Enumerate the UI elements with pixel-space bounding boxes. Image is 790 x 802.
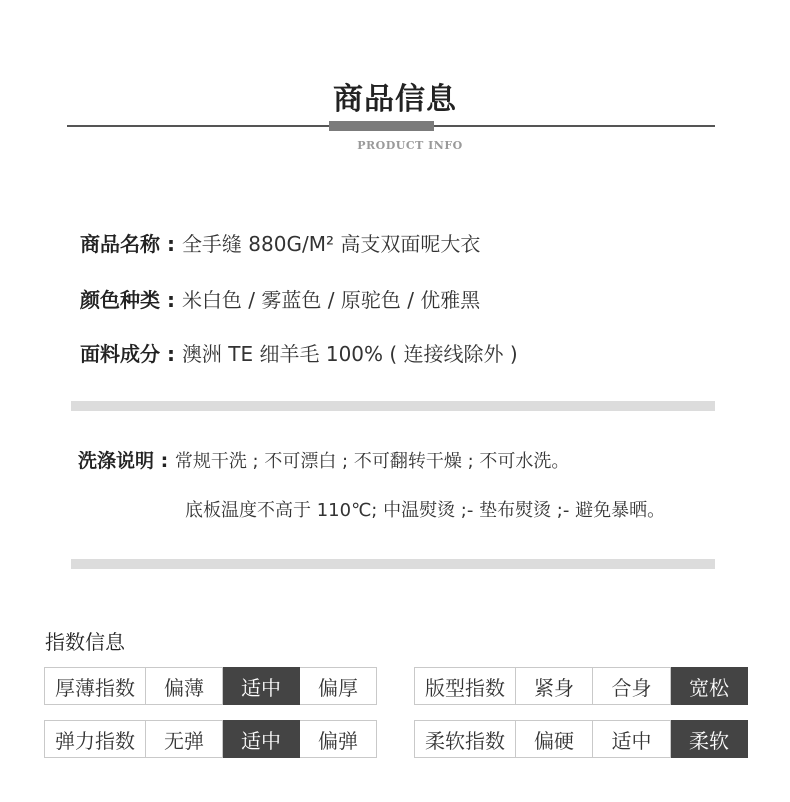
index-option: 偏薄 <box>146 668 223 705</box>
index-option-selected: 柔软 <box>671 721 748 758</box>
color-value: 米白色 / 雾蓝色 / 原驼色 / 优雅黑 <box>181 288 481 312</box>
table-row <box>45 668 377 705</box>
thickness-index-table <box>44 667 377 705</box>
table-row <box>415 721 748 758</box>
product-name-value: 全手缝 880G/M² 高支双面呢大衣 <box>181 232 481 256</box>
index-name: 厚薄指数 <box>45 668 146 705</box>
table-row <box>415 668 748 705</box>
color-label: 颜色种类 : <box>80 288 182 312</box>
elasticity-index-table <box>44 720 377 758</box>
fabric-value: 澳洲 TE 细羊毛 100% ( 连接线除外 ) <box>181 342 518 366</box>
product-name-row <box>80 228 480 257</box>
index-option-selected: 宽松 <box>671 668 748 705</box>
page-subtitle: PRODUCT INFO <box>357 139 463 152</box>
index-option: 合身 <box>593 668 671 705</box>
index-option: 无弹 <box>146 721 223 758</box>
index-option: 偏厚 <box>300 668 377 705</box>
product-name-label: 商品名称 : <box>80 232 182 256</box>
index-option: 适中 <box>593 721 671 758</box>
table-row <box>45 721 377 758</box>
index-name: 弹力指数 <box>45 721 146 758</box>
index-name: 版型指数 <box>415 668 516 705</box>
fit-index-table <box>414 667 748 705</box>
section-divider <box>71 559 715 569</box>
color-row <box>80 284 480 313</box>
page-title: 商品信息 <box>333 82 457 117</box>
fabric-row <box>80 338 518 367</box>
index-option: 偏硬 <box>516 721 593 758</box>
index-option-selected: 适中 <box>223 721 300 758</box>
index-option: 紧身 <box>516 668 593 705</box>
washing-line-2: 底板温度不高于 110℃; 中温熨烫 ;- 垫布熨烫 ;- 避免暴晒。 <box>185 500 666 521</box>
index-name: 柔软指数 <box>415 721 516 758</box>
index-option: 偏弹 <box>300 721 377 758</box>
section-divider <box>71 401 715 411</box>
washing-instructions <box>78 446 569 473</box>
index-option-selected: 适中 <box>223 668 300 705</box>
washing-label: 洗涤说明 : <box>78 450 175 472</box>
index-section-title: 指数信息 <box>45 630 125 654</box>
washing-line-1: 常规干洗 ; 不可漂白 ; 不可翻转干燥 ; 不可水洗。 <box>174 451 570 472</box>
title-divider-accent <box>329 121 434 131</box>
softness-index-table <box>414 720 748 758</box>
fabric-label: 面料成分 : <box>80 342 182 366</box>
